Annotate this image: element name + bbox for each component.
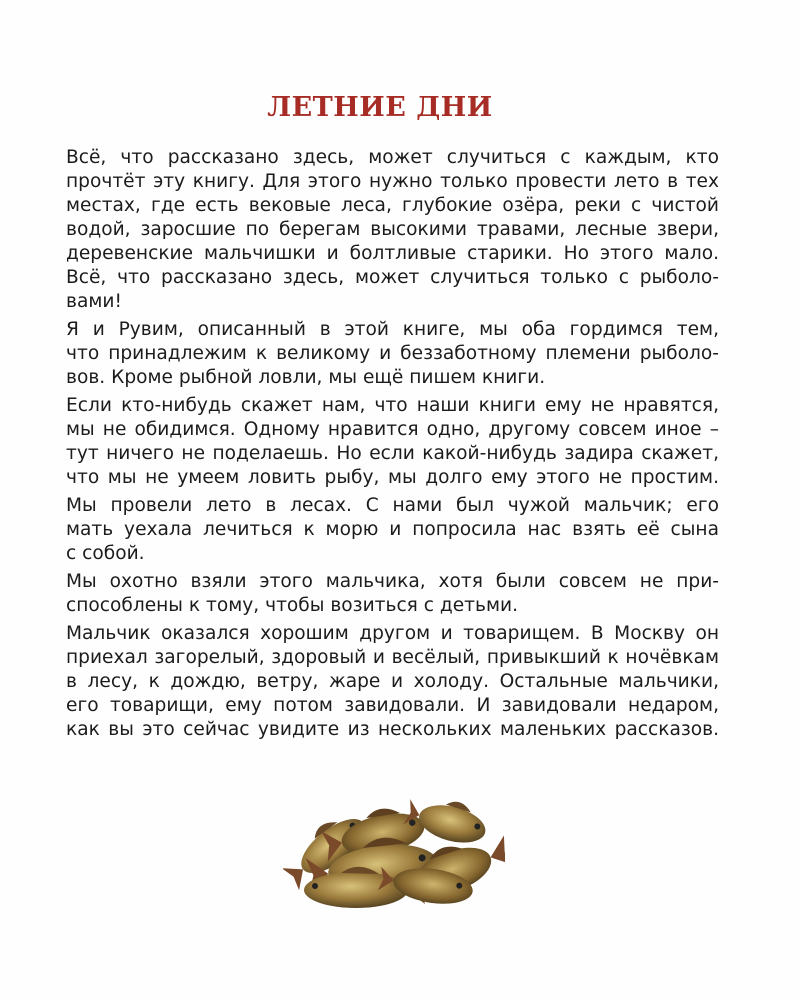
text-line: Мы охотно взяли этого мальчика, хотя были совсем не при- [66,571,719,592]
text-line: в лесу, к дождю, ветру, жаре и холоду. Остальные мальчики, [66,671,719,692]
text-line: его товарищи, ему потом завидовали. И завидовали недаром, [66,695,719,716]
paragraph-4 [66,494,719,566]
text-line: прочтёт эту книгу. Для этого нужно только провести лето в тех [66,171,719,192]
text-line: водой, заросшие по берегам высокими травами, лесные звери, [66,219,719,240]
paragraph-6 [66,622,719,742]
paragraph-5 [66,570,719,618]
text-line: Мы провели лето в лесах. С нами был чужой мальчик; его [66,495,719,516]
text-line: тут ничего не поделаешь. Но если какой-нибудь задира скажет, [66,443,719,464]
text-line: Всё, что рассказано здесь, может случиться с каждым, кто [66,147,719,168]
text-line: что принадлежим к великому и беззаботному племени рыболо- [66,343,719,364]
text-line: мы не обидимся. Одному нравится одно, другому совсем иное – [66,419,719,440]
text-line: что мы не умеем ловить рыбу, мы долго ему этого не простим. [66,467,719,488]
text-line: Всё, что рассказано здесь, может случиться только с рыболо- [66,267,719,288]
chapter-title: ЛЕТНИЕ ДНИ [267,92,493,123]
text-line: мать уехала лечиться к морю и попросила нас взять её сына [66,519,719,540]
chapter-body [66,146,719,746]
text-line: Мальчик оказался хорошим другом и товарищем. В Москву он [66,623,719,644]
paragraph-3 [66,394,719,490]
text-line: Если кто-нибудь скажет нам, что наши книги ему не нравятся, [66,395,719,416]
text-line: с собой. [66,543,145,564]
fish-group-icon [283,786,505,916]
text-line: местах, где есть вековые леса, глубокие озёра, реки с чистой [66,195,719,216]
text-line: вов. Кроме рыбной ловли, мы ещё пишем книги. [66,367,546,388]
text-line: деревенские мальчишки и болтливые старики. Но этого мало. [66,243,719,264]
paragraph-2 [66,318,719,390]
text-line: вами! [66,291,122,312]
text-line: как вы это сейчас увидите из нескольких маленьких рассказов. [66,719,719,740]
text-line: Я и Рувим, описанный в этой книге, мы оба гордимся тем, [66,319,719,340]
text-line: способлены к тому, чтобы возиться с детьми. [66,595,518,616]
paragraph-1 [66,146,719,314]
text-line: приехал загорелый, здоровый и весёлый, привыкший к ночёвкам [66,647,719,668]
